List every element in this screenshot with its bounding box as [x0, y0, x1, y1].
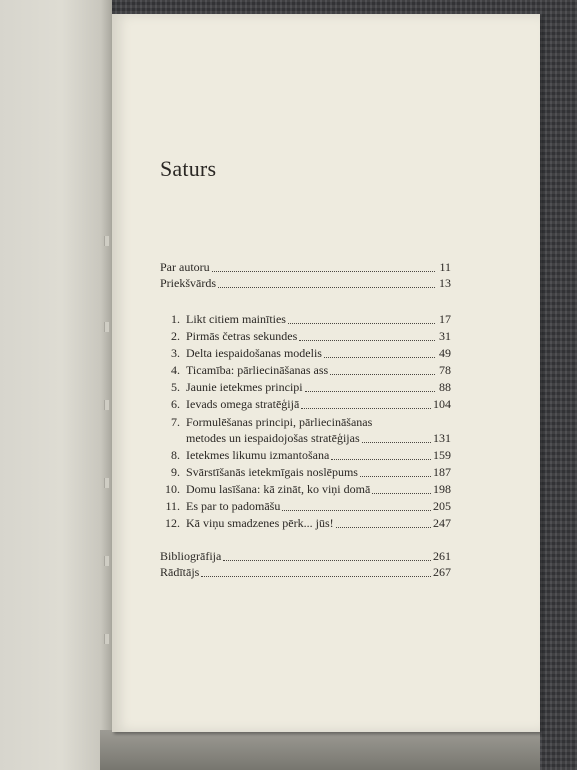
- facing-page: [0, 0, 112, 770]
- binding-stitch: [104, 322, 109, 332]
- toc-entry-chapter-line1: 7. Formulēšanas principi, pārliecināšanas: [171, 415, 373, 429]
- toc-entry-chapter: 9. Svārstīšanās ietekmīgais noslēpums 187: [171, 465, 451, 479]
- toc-entry-chapter: 2. Pirmās četras sekundes 31: [171, 329, 451, 343]
- toc-entry-chapter: 6. Ievads omega stratēģijā 104: [171, 397, 451, 411]
- toc-entry-chapter: 4. Ticamība: pārliecināšanas ass 78: [171, 363, 451, 377]
- contents-heading: Saturs: [160, 156, 217, 181]
- contents-page: [112, 14, 540, 732]
- toc-entry-back: Rādītājs 267: [160, 565, 451, 579]
- toc-entry-chapter-line2: metodes un iespaidojošas stratēģijas 131: [186, 431, 451, 445]
- toc-entry-chapter: 1. Likt citiem mainīties 17: [171, 312, 451, 326]
- binding-stitch: [104, 400, 109, 410]
- binding-stitch: [104, 556, 109, 566]
- toc-entry-chapter: 11. Es par to padomāšu 205: [165, 499, 451, 513]
- toc-entry-chapter: 10. Domu lasīšana: kā zināt, ko viņi domā 198: [165, 482, 451, 496]
- toc-entry-front: Priekšvārds 13: [160, 276, 451, 290]
- toc-entry-back: Bibliogrāfija 261: [160, 549, 451, 563]
- toc-entry-chapter: 5. Jaunie ietekmes principi 88: [171, 380, 451, 394]
- page-edges: [100, 730, 540, 770]
- binding-stitch: [104, 634, 109, 644]
- binding-stitch: [104, 478, 109, 488]
- toc-entry-front: Par autoru 11: [160, 260, 451, 274]
- binding-stitch: [104, 236, 109, 246]
- toc-entry-chapter: 12. Kā viņu smadzenes pērk... jūs! 247: [165, 516, 451, 530]
- toc-entry-chapter: 8. Ietekmes likumu izmantošana 159: [171, 448, 451, 462]
- toc-entry-chapter: 3. Delta iespaidošanas modelis 49: [171, 346, 451, 360]
